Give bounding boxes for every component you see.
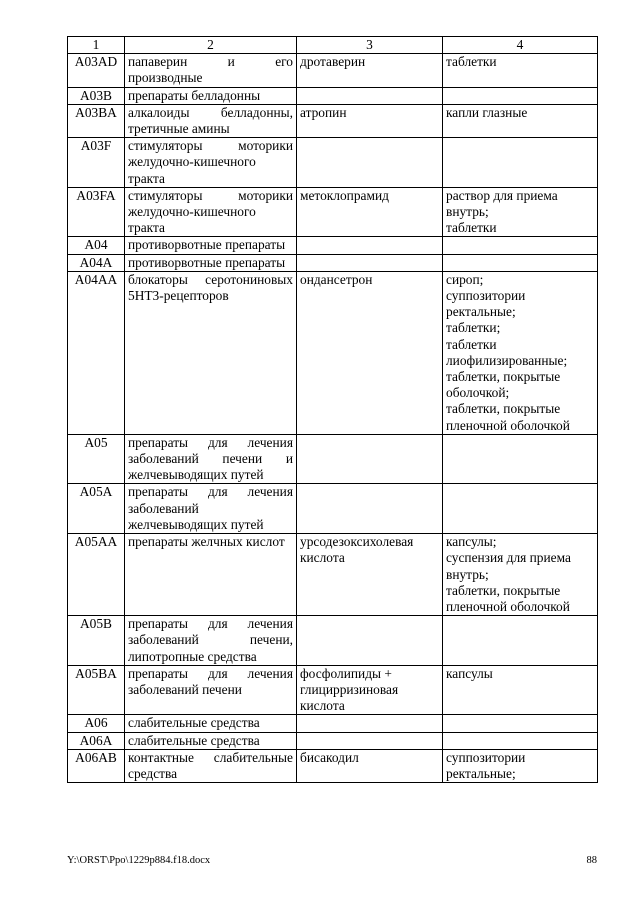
substance-cell	[297, 187, 443, 237]
anatomical-group-cell: контактные слабительные средства	[125, 749, 297, 782]
substance-name: дротаверин	[300, 54, 366, 70]
atc-code-cell: A05AA	[68, 534, 125, 616]
substance-cell	[297, 104, 443, 137]
dosage-form-item: суппозитории ректальные;	[446, 749, 526, 781]
atc-code-cell: A03B	[68, 87, 125, 104]
anatomical-group-cell: препараты для лечения заболеваний печени	[125, 665, 297, 715]
dosage-form-item: капли глазные	[446, 104, 528, 120]
dosage-form-item: капсулы	[446, 665, 493, 681]
anatomical-group-cell: противорвотные препараты	[125, 237, 297, 254]
table-row	[68, 87, 598, 104]
anatomical-group-cell: стимуляторы моторики желудочно-кишечного тракта	[125, 187, 297, 237]
substance-cell	[297, 271, 443, 434]
header-row	[68, 37, 598, 54]
table-row	[68, 254, 598, 271]
column-header-3: 3	[297, 37, 443, 54]
dosage-form-cell	[443, 484, 598, 534]
table-row	[68, 104, 598, 137]
atc-code-cell: A04AA	[68, 271, 125, 434]
substance-cell	[297, 665, 443, 715]
atc-code-cell: A05A	[68, 484, 125, 534]
anatomical-group-cell: препараты для лечения заболеваний желчевыводящих путей	[125, 484, 297, 534]
dosage-form-item: таблетки	[446, 54, 497, 70]
table-row	[68, 187, 598, 237]
substance-cell	[297, 138, 443, 188]
dosage-form-item: таблетки	[446, 220, 497, 236]
dosage-form-item: таблетки, покрытые пленочной оболочкой	[446, 401, 570, 433]
table-row	[68, 484, 598, 534]
substance-name: урсодезоксихолевая кислота	[300, 534, 414, 566]
substance-cell	[297, 534, 443, 616]
table-row	[68, 534, 598, 616]
table-row	[68, 749, 598, 782]
dosage-form-cell	[443, 104, 598, 137]
table-row	[68, 54, 598, 87]
atc-code-cell: A04	[68, 237, 125, 254]
anatomical-group-cell: блокаторы серотониновых 5HT3-рецепторов	[125, 271, 297, 434]
anatomical-group-cell: противорвотные препараты	[125, 254, 297, 271]
footer-file-path: Y:\ORST\Ppo\1229p884.f18.docx	[67, 855, 211, 866]
dosage-form-cell	[443, 187, 598, 237]
dosage-form-cell	[443, 271, 598, 434]
dosage-form-cell	[443, 749, 598, 782]
anatomical-group-cell: препараты для лечения заболеваний печени и желчевыводящих путей	[125, 434, 297, 484]
substance-name: ондансетрон	[300, 271, 373, 287]
atc-code-cell: A04A	[68, 254, 125, 271]
anatomical-group-cell: препараты для лечения заболеваний печени, липотропные средства	[125, 616, 297, 666]
dosage-form-cell	[443, 665, 598, 715]
anatomical-group-cell: стимуляторы моторики желудочно-кишечного тракта	[125, 138, 297, 188]
anatomical-group-cell: препараты белладонны	[125, 87, 297, 104]
substance-name: метоклопрамид	[300, 187, 389, 203]
anatomical-group-cell: слабительные средства	[125, 715, 297, 732]
atc-code-cell: A05BA	[68, 665, 125, 715]
substance-cell	[297, 54, 443, 87]
atc-code-cell: A03FA	[68, 187, 125, 237]
dosage-form-item: суспензия для приема внутрь;	[446, 550, 571, 582]
substance-cell	[297, 87, 443, 104]
atc-code-cell: A06	[68, 715, 125, 732]
dosage-form-item: таблетки лиофилизированные;	[446, 336, 568, 368]
column-header-2: 2	[125, 37, 297, 54]
substance-cell	[297, 484, 443, 534]
anatomical-group-cell: слабительные средства	[125, 732, 297, 749]
substance-cell	[297, 715, 443, 732]
table-row	[68, 715, 598, 732]
dosage-form-cell	[443, 54, 598, 87]
table-row	[68, 434, 598, 484]
dosage-form-cell	[443, 87, 598, 104]
table-row	[68, 138, 598, 188]
dosage-form-item: таблетки;	[446, 320, 501, 336]
atc-code-cell: A06A	[68, 732, 125, 749]
substance-name: бисакодил	[300, 749, 359, 765]
table-body	[68, 54, 598, 783]
column-header-1: 1	[68, 37, 125, 54]
atc-code-cell: A03F	[68, 138, 125, 188]
table-row	[68, 732, 598, 749]
dosage-form-item: суппозитории ректальные;	[446, 288, 526, 320]
dosage-form-item: таблетки, покрытые оболочкой;	[446, 369, 561, 401]
atc-code-cell: A03AD	[68, 54, 125, 87]
table-row	[68, 616, 598, 666]
substance-cell	[297, 434, 443, 484]
substance-cell	[297, 237, 443, 254]
dosage-form-item: сироп;	[446, 271, 484, 287]
dosage-form-item: капсулы;	[446, 534, 497, 550]
page-number: 88	[586, 855, 597, 866]
substance-name: атропин	[300, 104, 347, 120]
substance-cell	[297, 749, 443, 782]
dosage-form-cell	[443, 534, 598, 616]
anatomical-group-cell: папаверин и его производные	[125, 54, 297, 87]
table-row	[68, 665, 598, 715]
atc-code-cell: A05B	[68, 616, 125, 666]
table-row	[68, 237, 598, 254]
drug-table	[67, 36, 598, 783]
dosage-form-cell	[443, 616, 598, 666]
dosage-form-item: таблетки, покрытые пленочной оболочкой	[446, 582, 570, 614]
atc-code-cell: A05	[68, 434, 125, 484]
dosage-form-cell	[443, 732, 598, 749]
dosage-form-cell	[443, 254, 598, 271]
dosage-form-cell	[443, 434, 598, 484]
column-header-4: 4	[443, 37, 598, 54]
atc-code-cell: A06AB	[68, 749, 125, 782]
substance-cell	[297, 732, 443, 749]
dosage-form-cell	[443, 237, 598, 254]
dosage-form-cell	[443, 138, 598, 188]
table-row	[68, 271, 598, 434]
atc-code-cell: A03BA	[68, 104, 125, 137]
substance-cell	[297, 616, 443, 666]
dosage-form-item: раствор для приема внутрь;	[446, 187, 558, 220]
anatomical-group-cell: алкалоиды белладонны, третичные амины	[125, 104, 297, 137]
substance-name: фосфолипиды + глицирризиновая кислота	[300, 665, 399, 714]
dosage-form-cell	[443, 715, 598, 732]
substance-cell	[297, 254, 443, 271]
anatomical-group-cell: препараты желчных кислот	[125, 534, 297, 616]
